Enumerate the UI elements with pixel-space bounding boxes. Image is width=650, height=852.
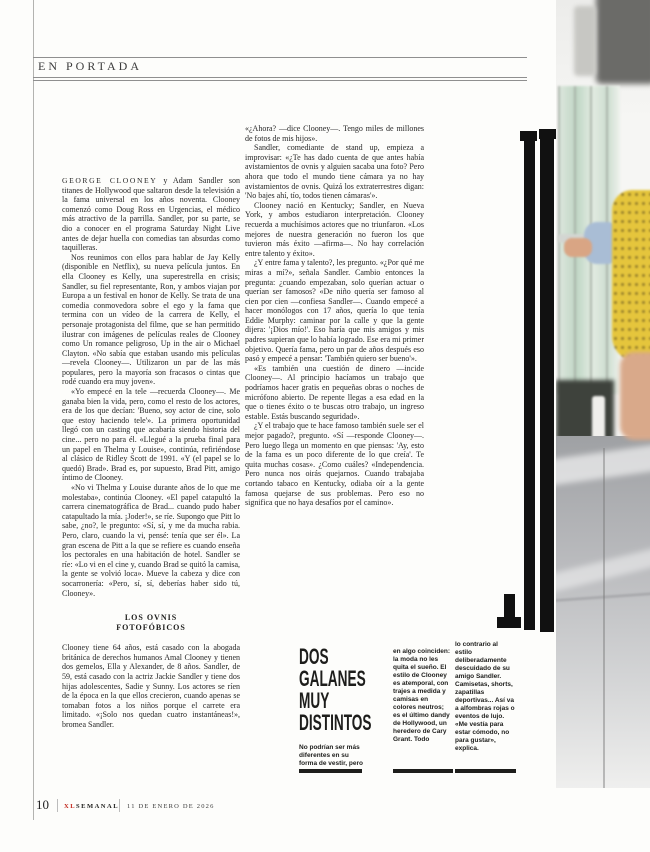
paragraph: Clooney nació en Kentucky; Sandler, en Nueva York, y ambos estudiaron interpretación. Clooney recuerda a muchísimos actores que no triunfaron. «Los mejores de nuestra generación no fueron los que tuvieron más éxito —afirma—. No hay correlación entre talento y éxito». [245, 200, 424, 258]
photo-hand [564, 238, 592, 257]
lead-in: GEORGE CLOONEY [62, 176, 158, 185]
paragraph: ¿Y el trabajo que te hace famoso también suele ser el mejor pagado?, pregunto. «Sí —responde Clooney—. Pero luego llega un momento en que piensas: 'Ay, esto de la fama es un poco diferente de lo que creía'. Te quita muchas cosas». ¿Como cuáles? «Independencia. Pero nunca nos oirás quejarnos. Cuando trabajaba cortando tabaco en Kentucky, odiaba oír a la gente famosa quejarse de sus problemas. Pero eso no significa que no haya desafíos por el camino». [245, 421, 424, 508]
paragraph: «Yo empecé en la tele —recuerda Clooney—. Me ganaba bien la vida, pero, como el resto de los actores, era de los que decían: 'Bueno, soy actor de cine, solo que estoy haciendo tele'». La primera oportunidad llegó con un casting que acabaría siendo historia del cine... pero no para él. «Llegué a la prueba final para un papel en Thelma y Louise», continúa, refiriéndose al clásico de Ridley Scott de 1991. «Y (el papel se lo quedó) Brad». Brad es, por supuesto, Brad Pitt, amigo íntimo de Clooney. [62, 387, 240, 483]
footer-date: 11 DE ENERO DE 2026 [127, 803, 215, 810]
feature-headline-line: MUY [299, 688, 330, 713]
magazine-brand [64, 803, 119, 810]
page-number: 10 [36, 797, 49, 812]
crosshead-line: LOS OVNIS [124, 613, 178, 623]
photo-yellow-shirt [612, 190, 650, 362]
paragraph: Nos reunimos con ellos para hablar de Jay Kelly (disponible en Netflix), su nueva película juntos. En ella Clooney es Kelly, una superestrella en crisis; Sandler, su fiel representante, Ron, y ambos viajan por Europa a un festival en honor de Kelly. Se trata de una comedia conmovedora sobre el ego y la fama que termina con un vídeo de la carrera de Kelly, el personaje protagonista del filme, que se han permitido ilustrar con imágenes de películas reales de Clooney como Un romance peligroso, Up in the air o Michael Clayton. «No sabía que estaban usando mis películas —revela Clooney—. Utilizaron un par de las más populares, pero la mayoría son fracasos o cintas que rodé cuando era muy joven». [62, 252, 240, 387]
crosshead [62, 613, 240, 633]
feature-headline [299, 644, 372, 735]
footer-divider [57, 799, 58, 812]
left-margin-rule [33, 0, 34, 820]
giant-letter-stem-right [540, 129, 554, 632]
paragraph: Sandler, comediante de stand up, empieza a improvisar: «¿Te has dado cuenta de que antes había avistamientos de ovnis y alguien sacaba una foto? Pero ahora que todo el mundo tiene cámara ya no hay avistamientos de ovnis. Quizá los extraterrestres digan: 'No bajes ahí, tío, todos tienen cámaras'». [245, 143, 424, 201]
header-rule-bottom-1 [33, 77, 527, 78]
feature-rule [299, 769, 362, 773]
brand-rest: SEMANAL [76, 803, 120, 810]
giant-letter-foot-base [497, 617, 521, 628]
article-column-1 [62, 176, 240, 729]
photo-frame-line [603, 448, 605, 788]
header-rule-top [33, 57, 527, 58]
footer-divider [119, 799, 120, 812]
feature-column-c: lo contrario al estilo deliberadamente descuidado de su amigo Sandler. Camisetas, shorts, zapatillas deportivas... Así va a alfombras rojas o eventos de lujo. «Me vestía para estar cómodo, no para gustar», explica. [455, 641, 515, 752]
header-rule-bottom-2 [33, 80, 527, 81]
paragraph: ¿Y entre fama y talento?, les pregunto. «¿Por qué me miras a mí?», señala Sandler. Cambio entonces la pregunta: ¿cuando empezaban, solo querían actuar o querían ser famosos? «De niño quería ser famoso al cien por cien —confiesa Sandler—. Cuando empecé a hacer monólogos con 17 años, quería lo que tenía Eddie Murphy: caminar por la calle y que la gente dijera: '¡Dios mío!'. Eso haría que mis amigos y mis padres supieran que lo había logrado. Ese era mi primer objetivo. Quería fama, pero un par de años después eso pasó y empecé a pensar: 'También quiero ser bueno'». [245, 258, 424, 364]
paragraph: «No vi Thelma y Louise durante años de lo que me molestaba», continúa Clooney. «El papel catapultó la carrera cinematográfica de Brad... cuando pudo haber catapultado la mía. ¡Joder!», se ríe. Supongo que Pitt lo sabe, ¿no?, le pregunto: «Sí, sí, y me da mucha rabia. Pero, claro, cuando la vi, pensé: tenía que ser él». La gran escena de Pitt a la que se refiere es cuando enseña los pectorales en una habitación de hotel. Sandler se ríe: «Lo vi en el cine y, cuando Brad se quitó la camisa, la gente se volvió loca». Mueve la cabeza y dice con socarronería: «Pero, sí, sí, deberías haber sido tú, Clooney». [62, 483, 240, 598]
street-photo [556, 0, 650, 788]
photo-window-dark [596, 0, 650, 84]
feature-column-b: en algo coinciden: la moda no les quita el sueño. El estilo de Clooney es atemporal, con trajes a medida y camisas en colores neutros; es el último dandy de Hollywood, un heredero de Cary Grant. Todo [393, 648, 451, 743]
giant-letter-stem-left [524, 132, 535, 630]
photo-dark-doorway [556, 380, 614, 440]
feature-rule [393, 769, 453, 773]
paragraph-text: y Adam Sandler son titanes de Hollywood que saltaron desde la televisión a la fama universal en los años noventa. Clooney comenzó como Doug Ross en Urgencias, el médico más atractivo de la parrilla. Sandler, por su parte, se dio a conocer en el programa Saturday Night Live antes de dejar huella con comedias tan absurdas como taquilleras. [62, 176, 240, 253]
feature-headline-line: GALANES [299, 666, 366, 691]
article-column-2 [245, 124, 424, 508]
brand-xl: XL [64, 803, 77, 810]
feature-rule [455, 769, 516, 773]
paragraph: Clooney tiene 64 años, está casado con la abogada británica de derechos humanos Amal Clooney y tienen dos gemelos, Ella y Alexander, de 8 años. Sandler, de 59, está casado con la actriz Jackie Sandler y tiene dos hijas adolescentes, Sadie y Sunny. Los actores se ríen de la época en la que ellos crecieron, cuando apenas se tomaban fotos a los niños porque el carrete era limitado. «¡Solo nos quedan cuatro instantáneas!», bromea Sandler. [62, 643, 240, 729]
photo-arm [620, 352, 650, 440]
crosshead-line: FOTOFÓBICOS [116, 623, 186, 633]
paragraph: «Es también una cuestión de dinero —incide Clooney—. Al principio hacíamos un trabajo que podríamos hacer gratis en pequeñas obras o noches de micrófono abierto. De repente llegas a esa edad en la que o tienes éxito o te buscas otro trabajo, un ingreso estable. Estás buscando seguridad». [245, 363, 424, 421]
paragraph: «¿Ahora? —dice Clooney—. Tengo miles de millones de fotos de mis hijos». [245, 124, 424, 143]
paragraph [62, 176, 240, 253]
feature-intro: No podrían ser más diferentes en su forma de vestir, pero [299, 744, 363, 767]
photo-window-light [574, 6, 596, 76]
feature-headline-line: DISTINTOS [299, 710, 372, 735]
section-label: EN PORTADA [38, 59, 142, 73]
feature-headline-line: DOS [299, 644, 329, 669]
